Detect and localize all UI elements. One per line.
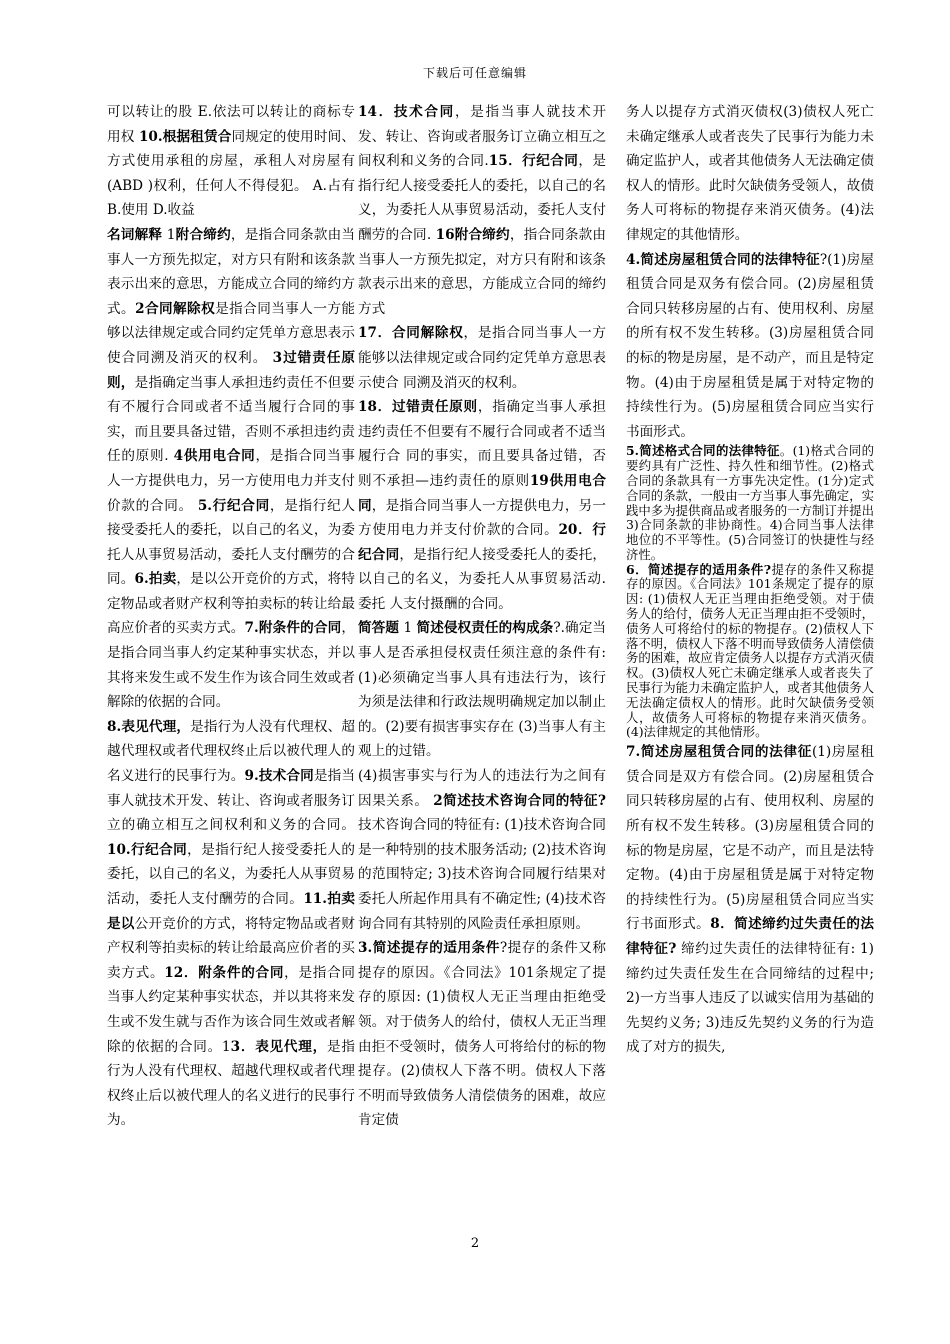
text-run: 是指合同当事人一方能够以法律规定或合同约定凭单方意思表示使合同溯及消灭的权利。: [107, 300, 355, 366]
bold-term: 10.行纪合同: [107, 841, 188, 858]
bold-term: 19供用电合同: [358, 472, 606, 514]
text-run: ，是指合同条款由当事人一方预先拟定，对方只有附和该条款表示出来的意思，方能成立合同的缔约方式。: [107, 226, 356, 317]
bold-term: 7.附条件的合同: [244, 620, 342, 637]
bold-term: 7.简述房屋租赁合同的法律征: [626, 744, 812, 761]
bold-term: 17．合同解除权: [358, 325, 464, 342]
text-run: ，指合同条款由当事人一方预先拟定，对方只有附和该条款表示出来的意思，方能成立合同的缔约方式: [358, 226, 606, 317]
paragraph: [107, 715, 355, 1133]
bold-term: 3.简述提存的适用条件: [358, 940, 500, 957]
text-run: ?(1)房屋租赁合同是双务有偿合同。(2)房屋租赁合同只转移房屋的占有、使用权利、房屋的所有权不发生转移。(3)房屋租赁合同的标的物是房屋，是不动产，而且是特定物。(4)由于房屋租赁是属于对特定物的持续性行为。(5)房屋租赁合同应当实行书面形式。: [626, 251, 874, 440]
bold-term: 6．简述提存的适用条件?: [626, 561, 772, 577]
text-run: 提存的条件又称提存的原因。《合同法》101条规定了提存的原因: (1)债权人无正当理由拒绝受领。对于债务人的给付，债务人无正当理由拒不受领时，债务人可将给付的标的物提存。(2)债权人下落不明，债权人下落不明而导致债务人清偿债务的困难，故应肯定债务人以提存方式消灭债权。(3)债权人死亡未确定继承人或者丧失了民事行为能力未确定监护人，或者其他债务人无法确定债权人的情形。此时欠缺债务受领人，故债务人可将标的物提存来消灭债务。(4)法律规定的其他情形。: [626, 561, 874, 740]
paragraph: [626, 563, 874, 741]
text-run: 公开竞价的方式，将特定物品或者财产权利等拍卖标的转让给最高应价者的买卖方式。: [107, 915, 355, 981]
bold-term: 16附合缔约: [435, 226, 510, 243]
bold-term: 11.拍卖是以: [107, 891, 356, 932]
text-run: 是指当事人就技术开发、转让、咨询或者服务订立的确立相互之间权利和义务的合同。: [107, 768, 356, 834]
paragraph: [626, 248, 874, 445]
bold-term: 5.简述格式合同的法律特征: [626, 443, 780, 459]
paragraph: [107, 223, 355, 715]
paragraph: [358, 936, 606, 1133]
text-run: 同规定的使用时间、方式使用承租的房屋，承租人对房屋有(ABD )权利，任何人不得侵犯。 A.占有 B.使用 D.收益: [107, 128, 355, 219]
paragraph: [626, 100, 874, 248]
text-run: 是指确定当事人承担违约责任不但要有不履行合同或者不适当履行合同的事实，而且要具备过错，否则不承担违约责任的原则.: [107, 374, 355, 465]
text-run: ，是指合同当事人一方能够以法律规定或合同约定凭单方意思表示使合 同溯及消灭的权利。: [358, 325, 606, 391]
paragraph: [626, 444, 874, 562]
bold-term: 2合同解除权: [135, 300, 216, 317]
text-run: ，是以公开竞价的方式，将特定物品或者财产权利等拍卖标的转让给最高应价者的买卖方式。: [107, 571, 356, 637]
text-run: ，是指合同当事人一方提供电力，另一方使用电力并支付价款的合同。: [107, 448, 355, 514]
bold-term: 2简述技术咨询合同的特征?: [433, 792, 606, 809]
text-run: 缔约过失责任的法律特征有: 1)缔约过失责任发生在合同缔结的过程中; 2)一方当事人违反了以诚实信用为基础的先契约义务; 3)违反先契约义务的行为造成了对方的损失,: [626, 941, 874, 1056]
text-run: 是指行为人没有代理权、超越代理权或者代理权终止后以被代理人的名义进行的民事行为。: [107, 718, 355, 785]
paragraph: [358, 395, 606, 616]
bold-term: 9.技术合同: [244, 768, 314, 785]
text-run: ，是指合同当事人约定某种事实状态，并以其将来发生或不发生就与否作为该合同生效或者解除的依据的合同。1: [107, 964, 356, 1055]
text-run: ，是指当事人就技术开发、转让、咨询或者服务订立确立相互之间权利和义务的合同.: [358, 104, 607, 170]
text-run: 1: [162, 226, 176, 243]
bold-term: 4.简述房屋租赁合同的法律特征: [626, 251, 820, 268]
bold-term: 简答题: [358, 620, 400, 637]
bold-term: 12．附条件的合同: [164, 964, 285, 981]
page-number: 2: [470, 1236, 480, 1251]
text-run: 技术咨询合同的特征有: (1)技术咨询合同是一种特别的技术服务活动; (2)技术咨询的范围特定; 3)技术咨询合同履行结果对委托人所起作用具有不确定性; (4)技术咨询合同有其特别的风险责任承担原则。: [358, 817, 606, 932]
bold-term: 简述侵权责任的构成条: [416, 620, 554, 637]
text-run: 可以转让的股 E.依法可以转让的商标专用权: [107, 104, 355, 145]
text-column-1: [107, 100, 355, 1133]
bold-term: 5.行纪合同: [197, 497, 270, 514]
paragraph: [358, 321, 606, 395]
text-run: ，是指行纪人接受委托人的委托，以自己的名义，为委托人从事贸易活动，委托人支付酬劳的合同。: [107, 841, 356, 907]
text-run: ，是指行纪人接受委托人的委托，以自己的名义，为委托人从事贸易活动. 委托 人支付摄酬的合同。: [358, 546, 607, 612]
bold-term: 10.根据租赁合: [138, 128, 232, 145]
text-run: ?.确定当事人是否承担侵权责任须注意的条件有:(1)必须确定当事人具有违法行为，该行为须是法律和行政法规明确规定加以制止的。(2)要有损害事实存在 (3)当事人有主观上的过错。: [358, 620, 606, 760]
bold-term: 18．过错责任原则: [358, 399, 478, 416]
text-run: (4)损害事实与行为人的违法行为之间有因果关系。: [358, 768, 606, 809]
bold-term: 20．行纪合同: [358, 522, 607, 563]
text-column-3: [626, 100, 874, 1060]
bold-term: 6.拍卖: [134, 571, 177, 588]
text-run: ，是指行纪人接受委托人的委托，以自己的名义，为委托人从事贸易活动，委托人支付酬劳的合同.: [358, 153, 606, 243]
text-run: 务人以提存方式消灭债权(3)债权人死亡未确定继承人或者丧失了民事行为能力未确定监护人，或者其他债务人无法确定债权人的情形。此时欠缺债务受领人，故债务人可将标的物提存来消灭债务。(4)法律规定的其他情形。: [626, 104, 874, 243]
text-run: ，指确定当事人承担违约责任不但要有不履行合同或者不适当履行合 同的事实，而且要具备过错，否则不承担—违约责任的原则: [358, 399, 607, 489]
text-run: ，是指合同当事人一方提供电力，另一方使用电力并支付价款的合同。: [358, 497, 607, 539]
text-run: 是指行为人没有代理权、超越代理权或者代理权终止后以被代理人的名义进行的民事行为。: [107, 1038, 355, 1129]
text-run: ?提存的条件又称提存的原因。《合同法》101条规定了提存的原因: (1)债权人无正当理由拒绝受领。对于债务人的给付，债权人无正当理由拒不受领时，债务人可将给付的标的物提存。(2)债权人下落不明。债权人下落不明而导致债务人清偿债务的困难，故应肯定债: [358, 940, 606, 1129]
bold-term: 名词解释: [107, 226, 163, 243]
bold-term: 15．行纪合同: [488, 153, 579, 170]
text-run: 1: [399, 620, 417, 637]
bold-term: 3．表见代理，: [230, 1038, 328, 1055]
text-run: ，是指合同当事人约定某种事实状态，并以其将来发生或不发生作为该合同生效或者解除的依据的合同。: [107, 620, 355, 711]
bold-term: 4供用电合同: [173, 448, 256, 465]
text-run: 。(1)格式合同的要约具有广泛性、持久性和细节性。(2)格式合同的条款具有一方事先决定性。(1分)定式合同的条款，一般由一方当事人事先确定，实践中多为提供商品或者服务的一方制订并提出 3)合同条款的非协商性。4)合同当事人法律地位的不平等性。(5)合同签订的快捷性与经济性。: [626, 443, 874, 562]
paragraph: [358, 764, 606, 936]
text-run: (1)房屋租赁合同是双方有偿合同。(2)房屋租赁合同只转移房屋的占有、使用权利、房屋的所有权不发生转移。(3)房屋租赁合同的标的物是房屋，它是不动产，而且是法特定物。(4)由于房屋租赁是属于对特定物的持续性行为。(5)房屋租赁合同应当实行书面形式。: [626, 744, 874, 933]
paragraph: [358, 100, 606, 321]
page-header: 下载后可任意编辑: [422, 66, 527, 80]
bold-term: 14．技术合同: [358, 104, 455, 120]
paragraph: [358, 616, 606, 764]
paragraph: [107, 100, 355, 223]
paragraph: [626, 740, 874, 1060]
bold-term: 8．简述缔约过失责任的法律特征?: [626, 916, 874, 957]
text-column-2: [358, 100, 606, 1133]
bold-term: 8.表见代理，: [107, 718, 191, 735]
bold-term: 3过错责任原则，: [107, 349, 355, 391]
bold-term: 附合缔约: [175, 226, 231, 243]
text-run: ，是指行纪人接受委托人的委托，以自己的名义，为委托人从事贸易活动，委托人支付酬劳的合同。: [107, 497, 355, 588]
